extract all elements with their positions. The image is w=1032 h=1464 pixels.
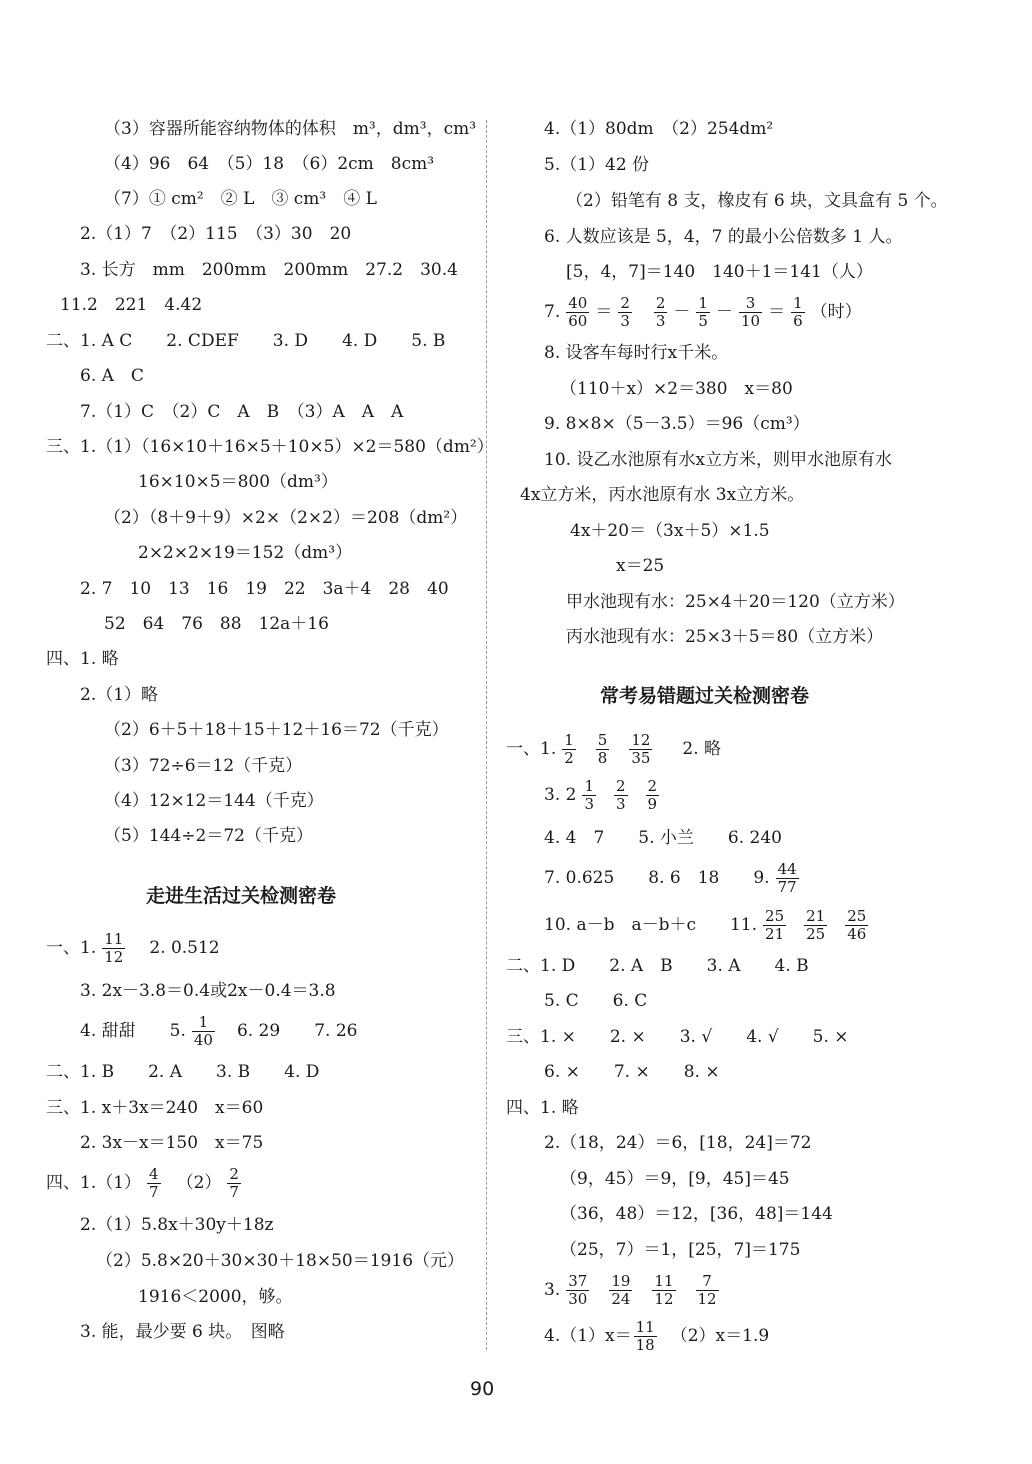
answer-line: 1916＜2000，够。 <box>138 1287 293 1307</box>
denominator: 3 <box>616 794 626 813</box>
answer-line: （7）① cm² ② L ③ cm³ ④ L <box>104 189 377 209</box>
item-label: 四、1.（1） <box>46 1173 142 1193</box>
fraction <box>192 1014 215 1049</box>
denominator: 5 <box>698 311 708 330</box>
equals-sign: ＝ <box>595 302 613 322</box>
numerator: 40 <box>568 293 588 312</box>
answer-line: 四、1. 略 <box>506 1098 579 1118</box>
numerator: 3 <box>739 295 762 313</box>
fraction <box>739 295 762 330</box>
item-text: 4. 甜甜 5. <box>80 1021 186 1041</box>
answer-line: （9，45）＝9，[9，45]＝45 <box>560 1169 790 1189</box>
answer-line: （110＋x）×2＝380 x＝80 <box>560 379 793 399</box>
fraction <box>763 908 786 943</box>
answer-line: 三、1. x＋3x＝240 x＝60 <box>46 1098 264 1118</box>
answer-line: 4.（1）80dm （2）254dm² <box>544 119 774 139</box>
numerator: 1 <box>192 1014 215 1032</box>
fraction <box>618 295 632 330</box>
answer-line: 5. C 6. C <box>544 991 648 1011</box>
answer-line: 4x立方米，丙水池原有水 3x立方米。 <box>520 485 805 505</box>
fraction <box>652 1273 675 1308</box>
answer-line: （5）144÷2＝72（千克） <box>104 826 313 846</box>
numerator: 21 <box>806 906 826 925</box>
denominator: 40 <box>193 1030 213 1049</box>
denominator: 12 <box>104 947 124 966</box>
denominator: 7 <box>149 1182 159 1201</box>
denominator: 46 <box>847 924 867 943</box>
fraction <box>596 732 610 767</box>
numerator: 2 <box>620 293 630 312</box>
minus-sign: － <box>673 302 691 322</box>
answer-line: （2）6＋5＋18＋15＋12＋16＝72（千克） <box>104 720 449 740</box>
answer-line <box>46 1163 247 1203</box>
answer-line: （2）5.8×20＋30×30＋18×50＝1916（元） <box>96 1251 465 1271</box>
answer-line: 2×2×2×19＝152（dm³） <box>138 543 353 563</box>
numerator: 2 <box>647 776 658 795</box>
numerator: 25 <box>765 906 785 925</box>
numerator: 2 <box>616 776 626 795</box>
column-divider <box>486 120 487 1350</box>
answer-line: （3）容器所能容纳物体的体积 m³，dm³，cm³ <box>104 119 477 139</box>
answer-line: [5，4，7]＝140 140＋1＝141（人） <box>566 262 873 282</box>
fraction <box>227 1166 241 1201</box>
answer-line: 2. 7 10 13 16 19 22 3a＋4 28 40 <box>80 579 449 599</box>
denominator: 60 <box>568 311 588 330</box>
numerator: 37 <box>568 1271 588 1290</box>
numerator: 25 <box>847 906 867 925</box>
answer-line: 6. × 7. × 8. × <box>544 1062 720 1082</box>
answer-line: 11.2 221 4.42 <box>60 295 203 315</box>
fraction <box>566 1273 589 1308</box>
answer-line: 甲水池现有水：25×4＋20＝120（立方米） <box>566 592 905 612</box>
section-title: 常考易错题过关检测密卷 <box>600 685 810 707</box>
denominator: 3 <box>655 311 666 330</box>
item-label: 一、1. <box>506 739 557 759</box>
numerator: 11 <box>654 1271 674 1290</box>
equals-sign: ＝ <box>768 302 786 322</box>
numerator: 12 <box>631 730 651 749</box>
answer-line: 6. A C <box>80 366 144 386</box>
fraction <box>629 732 652 767</box>
unit: （时） <box>810 302 862 322</box>
answer-line: 丙水池现有水：25×3＋5＝80（立方米） <box>566 627 884 647</box>
answer-line: 2.（18，24）＝6，[18，24]＝72 <box>544 1133 812 1153</box>
numerator: 2 <box>229 1164 239 1183</box>
numerator: 7 <box>696 1273 719 1291</box>
answer-line <box>80 1011 357 1051</box>
denominator: 24 <box>611 1289 631 1308</box>
answer-line: 四、1. 略 <box>46 649 119 669</box>
fraction <box>566 295 589 330</box>
fraction <box>776 861 799 896</box>
numerator: 19 <box>611 1271 631 1290</box>
fraction <box>562 732 576 767</box>
answer-line: 二、1. D 2. A B 3. A 4. B <box>506 956 809 976</box>
answer-line: 7.（1）C （2）C A B （3）A A A <box>80 402 404 422</box>
fraction <box>102 931 125 966</box>
answer-line <box>544 1270 725 1310</box>
fraction <box>582 778 596 813</box>
answer-line: 8. 设客车每时行x千米。 <box>544 343 729 363</box>
denominator: 35 <box>631 748 651 767</box>
answer-line: 16×10×5＝800（dm³） <box>138 472 338 492</box>
numerator: 2 <box>655 293 666 312</box>
answer-line: （36，48）＝12，[36，48]＝144 <box>560 1204 833 1224</box>
answer-line: x＝25 <box>616 556 665 576</box>
item-text: 6. 29 7. 26 <box>236 1021 358 1041</box>
answer-line: 5.（1）42 份 <box>544 155 650 175</box>
denominator: 3 <box>584 794 594 813</box>
denominator: 2 <box>564 748 574 767</box>
denominator: 9 <box>647 794 658 813</box>
answer-line: （25，7）＝1，[25，7]＝175 <box>560 1240 801 1260</box>
answer-line <box>544 1316 769 1356</box>
answer-line: （3）72÷6＝12（千克） <box>104 756 303 776</box>
denominator: 10 <box>740 311 761 330</box>
denominator: 21 <box>765 924 785 943</box>
item-text: 7. 0.625 8. 6 18 9. <box>544 868 770 888</box>
numerator: 44 <box>777 859 797 878</box>
numerator: 1 <box>564 730 574 749</box>
fraction <box>614 778 628 813</box>
denominator: 18 <box>635 1335 655 1354</box>
fraction <box>804 908 827 943</box>
answer-line <box>544 292 862 332</box>
denominator: 77 <box>777 877 797 896</box>
answer-line: （2）铅笔有 8 支，橡皮有 6 块，文具盒有 5 个。 <box>566 191 948 211</box>
answer-line: 4x＋20＝（3x＋5）×1.5 <box>570 521 770 541</box>
denominator: 8 <box>597 748 608 767</box>
item-text: （2）x＝1.9 <box>670 1326 770 1346</box>
fraction <box>646 778 660 813</box>
numerator: 1 <box>793 293 803 312</box>
item-label: 3. 2 <box>544 785 577 805</box>
denominator: 3 <box>620 311 630 330</box>
fraction <box>609 1273 632 1308</box>
answer-line: 3. 长方 mm 200mm 200mm 27.2 30.4 <box>80 260 458 280</box>
numerator: 1 <box>698 293 708 312</box>
item-label: 一、1. <box>46 938 97 958</box>
minus-sign: － <box>715 302 733 322</box>
answer-line: 三、1. × 2. × 3. √ 4. √ 5. × <box>506 1027 849 1047</box>
fraction <box>147 1166 161 1201</box>
fraction <box>696 295 710 330</box>
answer-line <box>544 905 874 945</box>
denominator: 30 <box>568 1289 588 1308</box>
answer-line <box>544 775 665 815</box>
answer-line: （4）12×12＝144（千克） <box>104 791 324 811</box>
numerator: 1 <box>584 776 594 795</box>
item-text: 2. 0.512 <box>149 938 220 958</box>
answer-line: 2.（1）5.8x＋30y＋18z <box>80 1215 274 1235</box>
answer-line: 9. 8×8×（5－3.5）＝96（cm³） <box>544 414 810 434</box>
answer-line: 2.（1）略 <box>80 685 159 705</box>
answer-line: 二、1. A C 2. CDEF 3. D 4. D 5. B <box>46 331 446 351</box>
answer-line: 三、1.（1）（16×10＋16×5＋10×5）×2＝580（dm²） <box>46 437 494 457</box>
item-text: 10. a－b a－b＋c 11. <box>544 915 758 935</box>
answer-line: （2）（8＋9＋9）×2×（2×2）＝208（dm²） <box>104 508 468 528</box>
fraction <box>845 908 868 943</box>
numerator: 5 <box>597 730 608 749</box>
denominator: 12 <box>697 1289 717 1308</box>
answer-line: （4）96 64 （5）18 （6）2cm 8cm³ <box>104 154 435 174</box>
fraction <box>654 295 668 330</box>
answer-line <box>46 928 220 968</box>
denominator: 25 <box>806 924 826 943</box>
answer-line: 4. 4 7 5. 小兰 6. 240 <box>544 828 782 848</box>
answer-line: 2.（1）7 （2）115 （3）30 20 <box>80 224 352 244</box>
numerator: 11 <box>104 929 124 948</box>
page-number: 90 <box>470 1378 495 1400</box>
answer-line: 6. 人数应该是 5，4，7 的最小公倍数多 1 人。 <box>544 227 903 247</box>
item-label: 3. <box>544 1280 561 1300</box>
answer-line: 3. 2x－3.8＝0.4或2x－0.4＝3.8 <box>80 981 336 1001</box>
item-text: 4.（1）x＝ <box>544 1326 632 1346</box>
answer-line: 二、1. B 2. A 3. B 4. D <box>46 1062 320 1082</box>
item-label: 7. <box>544 302 561 322</box>
section-title: 走进生活过关检测密卷 <box>146 885 337 907</box>
answer-line: 2. 3x－x＝150 x＝75 <box>80 1133 264 1153</box>
answer-line: 52 64 76 88 12a＋16 <box>104 614 329 634</box>
item-label: （2） <box>176 1173 222 1193</box>
denominator: 6 <box>793 311 803 330</box>
item-text: 2. 略 <box>682 739 722 759</box>
fraction <box>791 295 805 330</box>
numerator: 11 <box>635 1317 655 1336</box>
numerator: 4 <box>149 1164 159 1183</box>
fraction <box>634 1319 657 1354</box>
fraction <box>696 1273 719 1308</box>
denominator: 7 <box>229 1182 239 1201</box>
answer-line: 10. 设乙水池原有水x立方米，则甲水池原有水 <box>544 450 893 470</box>
answer-line <box>544 858 805 898</box>
answer-line <box>506 729 721 769</box>
denominator: 12 <box>654 1289 674 1308</box>
answer-line: 3. 能，最少要 6 块。 图略 <box>80 1322 285 1342</box>
